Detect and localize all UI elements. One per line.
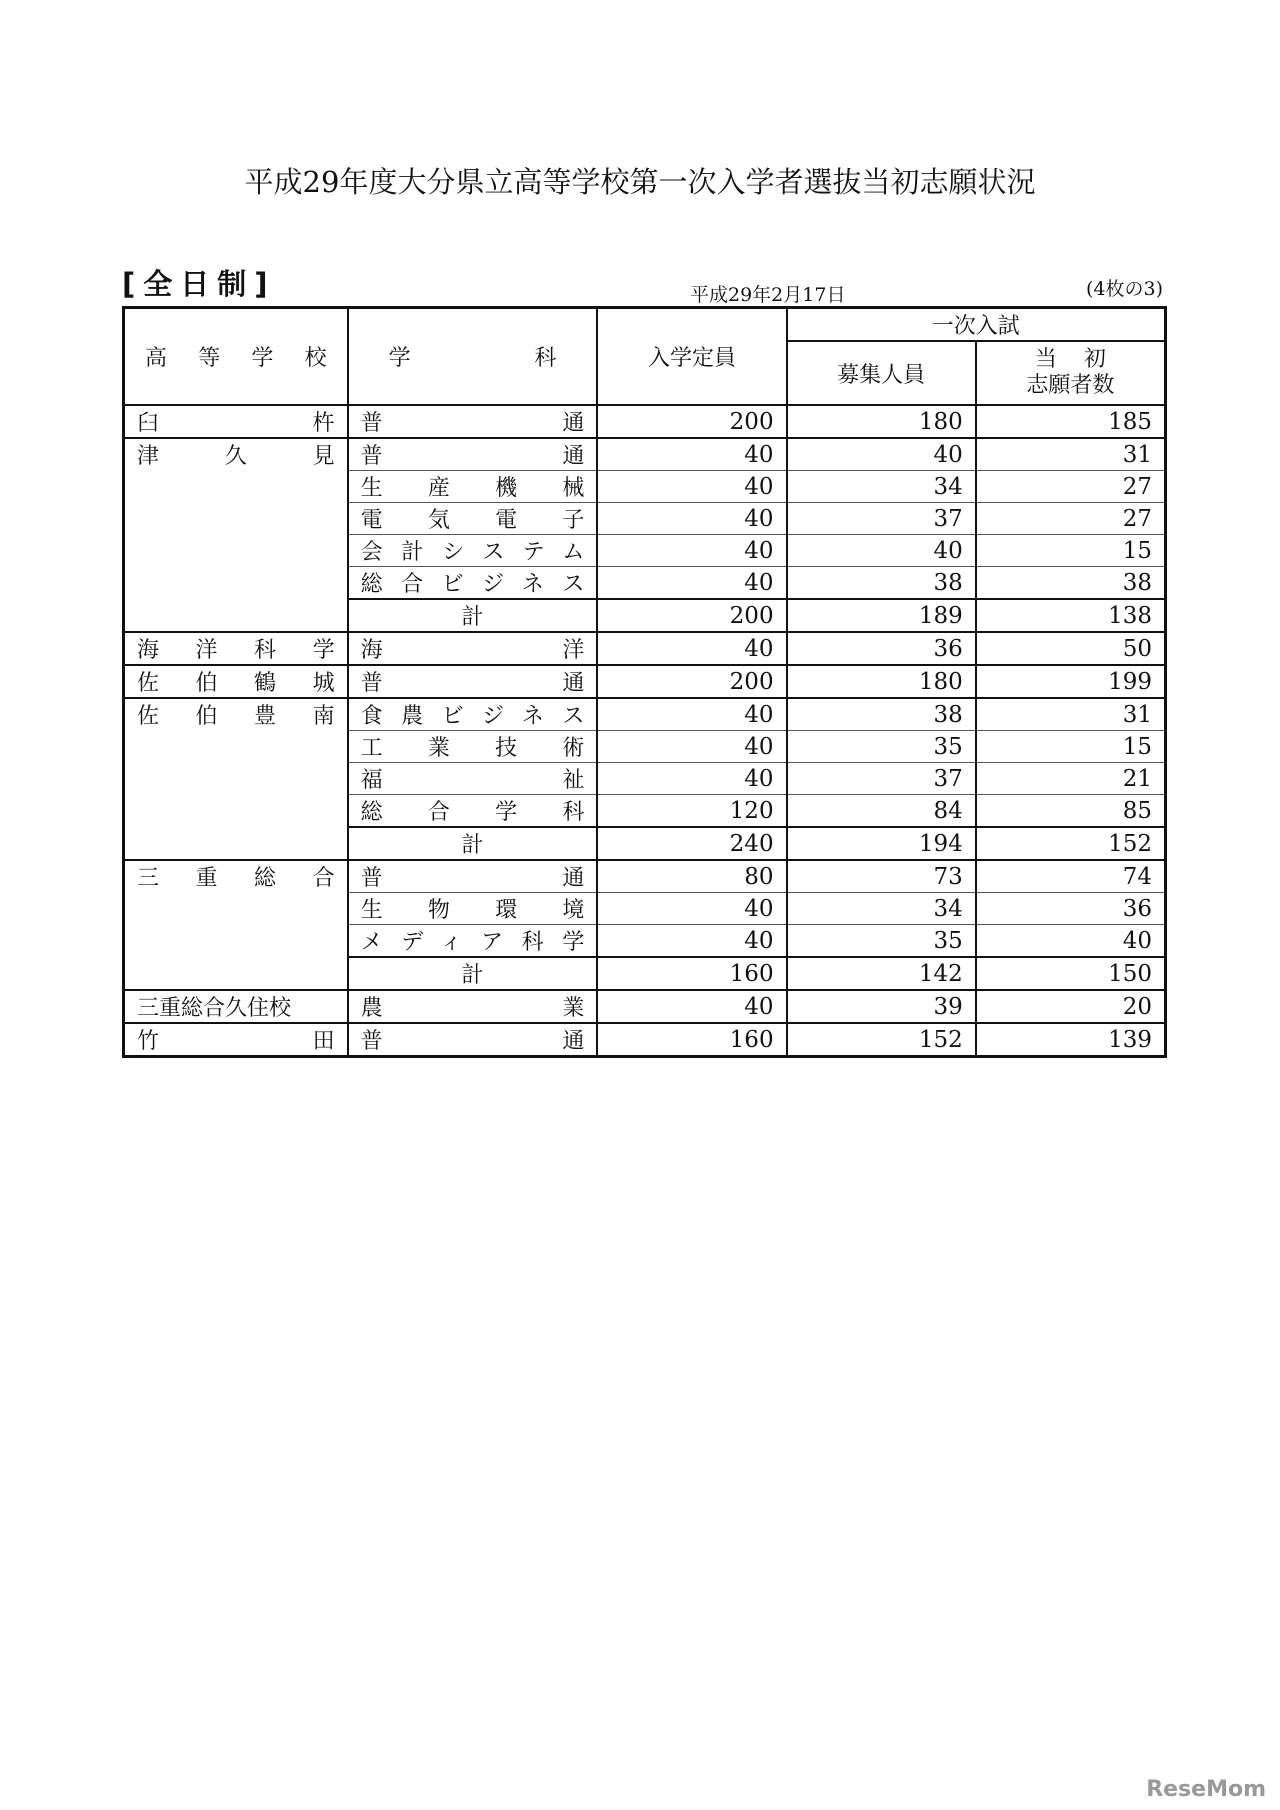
recruit-value: 84 bbox=[787, 795, 976, 828]
school-name bbox=[124, 438, 348, 632]
recruit-value: 34 bbox=[787, 471, 976, 503]
school-name-text: 津久見 bbox=[137, 444, 335, 469]
recruit-value: 37 bbox=[787, 503, 976, 535]
applicants-value: 50 bbox=[976, 632, 1166, 665]
school-name-text: 臼杵 bbox=[137, 411, 335, 436]
subject-name-text: 会計システム bbox=[360, 540, 585, 565]
capacity-value: 40 bbox=[597, 925, 786, 958]
subject-name bbox=[348, 471, 598, 503]
subject-name-text: 海洋 bbox=[360, 638, 585, 663]
applicants-value: 36 bbox=[976, 893, 1166, 925]
capacity-value: 40 bbox=[597, 503, 786, 535]
table-row bbox=[124, 860, 1166, 893]
subject-name bbox=[348, 535, 598, 567]
school-name bbox=[124, 698, 348, 860]
header-subject bbox=[348, 308, 598, 406]
school-name-text: 三重総合 bbox=[137, 866, 335, 891]
applicants-value: 185 bbox=[976, 405, 1166, 438]
capacity-value: 80 bbox=[597, 860, 786, 893]
subject-name bbox=[348, 665, 598, 698]
subject-name-text: 総合ビジネス bbox=[360, 572, 585, 597]
recruit-value: 38 bbox=[787, 567, 976, 600]
capacity-value: 40 bbox=[597, 731, 786, 763]
subject-name-text: 生物環境 bbox=[360, 898, 585, 923]
subject-name bbox=[348, 763, 598, 795]
subject-name bbox=[348, 567, 598, 600]
subject-name bbox=[348, 860, 598, 893]
total-recruit: 194 bbox=[787, 827, 976, 860]
date-label: 平成29年2月17日 bbox=[690, 284, 846, 306]
applicants-value: 15 bbox=[976, 731, 1166, 763]
recruit-value: 152 bbox=[787, 1023, 976, 1057]
subject-name bbox=[348, 990, 598, 1023]
applicants-value: 27 bbox=[976, 503, 1166, 535]
school-name bbox=[124, 990, 348, 1023]
watermark-logo: ReseMom bbox=[1146, 1777, 1266, 1802]
total-capacity: 240 bbox=[597, 827, 786, 860]
subject-name-text: 総合学科 bbox=[360, 800, 585, 825]
applicants-value: 15 bbox=[976, 535, 1166, 567]
subject-name bbox=[348, 405, 598, 438]
subject-name bbox=[348, 1023, 598, 1057]
applicants-value: 20 bbox=[976, 990, 1166, 1023]
applicants-value: 40 bbox=[976, 925, 1166, 958]
applicants-value: 74 bbox=[976, 860, 1166, 893]
subject-name bbox=[348, 925, 598, 958]
subject-name-text: 工業技術 bbox=[360, 736, 585, 761]
capacity-value: 160 bbox=[597, 1023, 786, 1057]
applicants-value: 38 bbox=[976, 567, 1166, 600]
capacity-value: 40 bbox=[597, 893, 786, 925]
header-first-exam: 一次入試 bbox=[787, 308, 1166, 342]
subject-name-text: 普通 bbox=[360, 671, 585, 696]
subject-name-text: メディア科学 bbox=[360, 930, 585, 955]
applicants-value: 199 bbox=[976, 665, 1166, 698]
school-name-text: 佐伯豊南 bbox=[137, 704, 335, 729]
table-row bbox=[124, 632, 1166, 665]
applicants-value: 31 bbox=[976, 438, 1166, 471]
recruit-value: 40 bbox=[787, 438, 976, 471]
school-name-text: 竹田 bbox=[137, 1029, 335, 1054]
table-row bbox=[124, 990, 1166, 1023]
subject-name-text: 食農ビジネス bbox=[360, 704, 585, 729]
applicants-table bbox=[122, 306, 1167, 1058]
total-applicants: 138 bbox=[976, 599, 1166, 632]
capacity-value: 120 bbox=[597, 795, 786, 828]
header-recruit: 募集人員 bbox=[787, 341, 976, 405]
header-school bbox=[124, 308, 348, 406]
total-recruit: 142 bbox=[787, 957, 976, 990]
subject-name bbox=[348, 731, 598, 763]
subject-name bbox=[348, 795, 598, 828]
capacity-value: 200 bbox=[597, 665, 786, 698]
capacity-value: 40 bbox=[597, 990, 786, 1023]
table-row bbox=[124, 405, 1166, 438]
applicants-value: 27 bbox=[976, 471, 1166, 503]
recruit-value: 38 bbox=[787, 698, 976, 731]
total-capacity: 200 bbox=[597, 599, 786, 632]
capacity-value: 40 bbox=[597, 632, 786, 665]
recruit-value: 35 bbox=[787, 731, 976, 763]
applicants-value: 21 bbox=[976, 763, 1166, 795]
recruit-value: 39 bbox=[787, 990, 976, 1023]
table-row bbox=[124, 438, 1166, 471]
school-name bbox=[124, 665, 348, 698]
header-subject-label: 学科 bbox=[388, 346, 557, 371]
recruit-value: 180 bbox=[787, 665, 976, 698]
school-name bbox=[124, 860, 348, 990]
school-name-text: 海洋科学 bbox=[137, 638, 335, 663]
capacity-value: 40 bbox=[597, 471, 786, 503]
school-name bbox=[124, 405, 348, 438]
total-label: 計 bbox=[348, 827, 598, 860]
table-row bbox=[124, 1023, 1166, 1057]
school-name-text: 佐伯鶴城 bbox=[137, 671, 335, 696]
subject-name-text: 電気電子 bbox=[360, 508, 585, 533]
subject-name bbox=[348, 503, 598, 535]
subject-name bbox=[348, 438, 598, 471]
total-applicants: 152 bbox=[976, 827, 1166, 860]
total-label: 計 bbox=[348, 957, 598, 990]
school-name bbox=[124, 632, 348, 665]
subject-name-text: 福祉 bbox=[360, 768, 585, 793]
page-note: (4枚の3) bbox=[1085, 278, 1163, 300]
section-label: [全日制] bbox=[122, 267, 276, 301]
header-capacity: 入学定員 bbox=[597, 308, 786, 406]
recruit-value: 35 bbox=[787, 925, 976, 958]
table-row bbox=[124, 698, 1166, 731]
table-body bbox=[124, 405, 1166, 1057]
applicants-value: 31 bbox=[976, 698, 1166, 731]
header-applicants-line2: 志願者数 bbox=[1026, 373, 1115, 398]
header-applicants bbox=[976, 341, 1166, 405]
subject-name bbox=[348, 698, 598, 731]
capacity-value: 40 bbox=[597, 438, 786, 471]
recruit-value: 40 bbox=[787, 535, 976, 567]
school-name bbox=[124, 1023, 348, 1057]
subject-name-text: 生産機械 bbox=[360, 476, 585, 501]
header-school-label: 高等学校 bbox=[145, 346, 327, 371]
applicants-value: 85 bbox=[976, 795, 1166, 828]
applicants-value: 139 bbox=[976, 1023, 1166, 1057]
table-row bbox=[124, 665, 1166, 698]
total-applicants: 150 bbox=[976, 957, 1166, 990]
subject-name bbox=[348, 893, 598, 925]
capacity-value: 40 bbox=[597, 535, 786, 567]
recruit-value: 180 bbox=[787, 405, 976, 438]
subject-name-text: 普通 bbox=[360, 444, 585, 469]
school-name-text: 三重総合久住校 bbox=[137, 996, 292, 1021]
subject-name-text: 普通 bbox=[360, 411, 585, 436]
recruit-value: 34 bbox=[787, 893, 976, 925]
subject-name bbox=[348, 632, 598, 665]
recruit-value: 73 bbox=[787, 860, 976, 893]
capacity-value: 40 bbox=[597, 567, 786, 600]
capacity-value: 40 bbox=[597, 698, 786, 731]
recruit-value: 36 bbox=[787, 632, 976, 665]
capacity-value: 40 bbox=[597, 763, 786, 795]
total-label: 計 bbox=[348, 599, 598, 632]
subject-name-text: 普通 bbox=[360, 866, 585, 891]
total-recruit: 189 bbox=[787, 599, 976, 632]
subject-name-text: 普通 bbox=[360, 1029, 585, 1054]
total-capacity: 160 bbox=[597, 957, 786, 990]
recruit-value: 37 bbox=[787, 763, 976, 795]
subject-name-text: 農業 bbox=[360, 996, 585, 1021]
capacity-value: 200 bbox=[597, 405, 786, 438]
header-applicants-line1: 当 初 bbox=[1034, 347, 1106, 372]
page-title: 平成29年度大分県立高等学校第一次入学者選抜当初志願状況 bbox=[244, 165, 1036, 199]
